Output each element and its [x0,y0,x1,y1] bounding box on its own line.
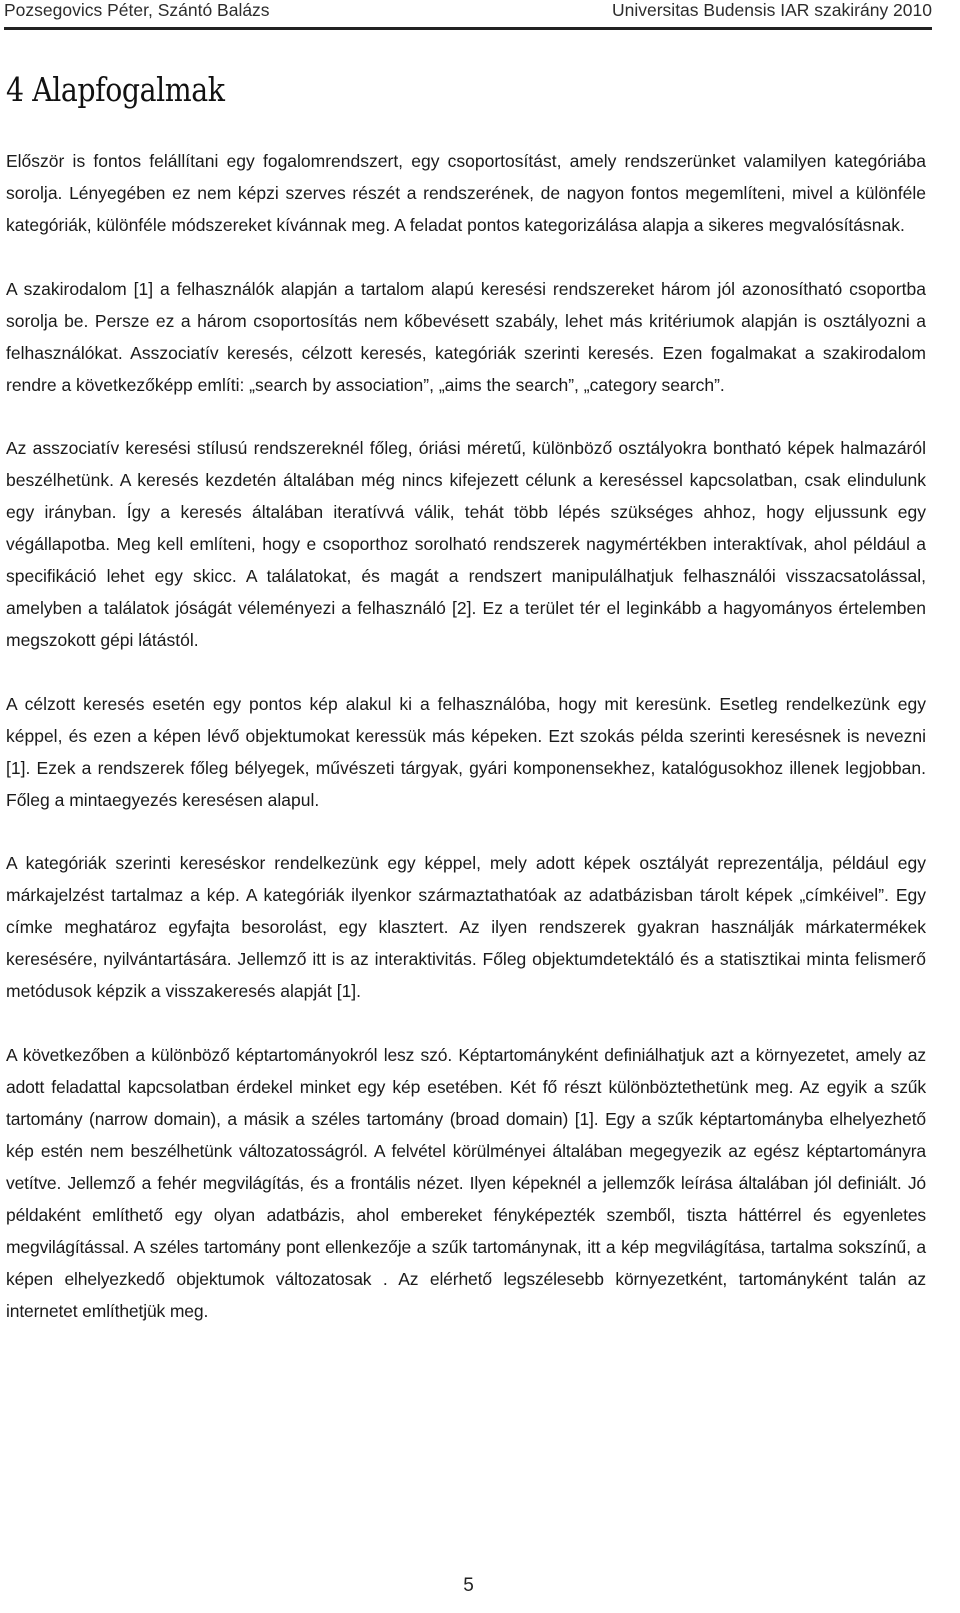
paragraph-literature: A szakirodalom [1] a felhasználók alapján a tartalom alapú keresési rendszereket három jól azonosítható csoportba sorolja be. Persze ez a három csoportosítás nem kőbevésett szabály, lehet más kritériumok alapján is osztályozni a felhasználókat. Asszociatív keresés, célzott keresés, kategóriák szerinti keresés. Ezen fogalmakat a szakirodalom rendre a következőképp említi: „search by association”, „aims the search”, „category search”. [6,278,926,395]
paragraph-intro: Először is fontos felállítani egy fogalomrendszert, egy csoportosítást, amely rendszerünket valamilyen kategóriába sorolja. Lényegében ez nem képzi szerves részét a rendszerének, de nagyon fontos megemlíteni, mivel a különféle kategóriák, különféle módszereket kívánnak meg. A feladat pontos kategorizálása alapja a sikeres megvalósításnak. [6,151,926,235]
page-number: 5 [463,1575,474,1596]
paragraph-association-search: Az asszociatív keresési stílusú rendszereknél főleg, óriási méretű, különböző osztályokra bontható képek halmazáról beszélhetünk. A keresés kezdetén általában még nincs kifejezett célunk a kereséssel kapcsolatban, csak elindulunk egy irányban. Így a keresés általában iteratívvá válik, tehát több lépés szükséges ahhoz, hogy eljussunk egy végállapotba. Meg kell említeni, hogy e csoporthoz sorolható rendszerek nagymértékben interaktívak, ahol például a specifikáció lehet egy skicc. A találatokat, és magát a rendszert manipulálhatjuk felhasználói visszacsatolással, amelyben a találatok jóságát véleményezi a felhasználó [2]. Ez a terület tér el leginkább a hagyományos értelemben megszokott gépi látástól. [6,438,926,650]
header-course: Universitas Budensis IAR szakirány 2010 [611,0,932,20]
paragraph-target-search: A célzott keresés esetén egy pontos kép alakul ki a felhasználóba, hogy mit keresünk. Esetleg rendelkezünk egy képpel, és ezen a képen lévő objektumokat keressük más képeken. Ezt szokás példa szerinti keresésnek is nevezni [1]. Ezek a rendszerek főleg bélyegek, művészeti tárgyak, gyári komponensekhez, katalógusokhoz illenek legjobban. Főleg a mintaegyezés keresésen alapul. [6,693,926,810]
header-rule [4,27,932,30]
running-header [4,0,932,28]
header-authors: Pozsegovics Péter, Szántó Balázs [4,0,270,20]
body-text [6,145,926,1358]
section-heading: 4 Alapfogalmak [6,70,225,109]
paragraph-image-domains: A következőben a különböző képtartományokról lesz szó. Képtartományként definiálhatjuk azt a környezetet, amely az adott feladattal kapcsolatban érdekel minket egy kép esetében. Két fő részt különböztethetünk meg. Az egyik a szűk tartomány (narrow domain), a másik a széles tartomány (broad domain) [1]. Egy a szűk képtartományba elhelyezhető kép estén nem beszélhetünk változatosságról. A felvétel körülményei általában megegyezik az egész képtartományra vetítve. Jellemző a fehér megvilágítás, és a frontális nézet. Ilyen képeknél a jellemzők leírása általában jól definiált. Jó példaként említhető egy olyan adatbázis, ahol embereket fényképezték szemből, tiszta háttérrel és egyenletes megvilágítással. A széles tartomány pont ellenkezője a szűk tartománynak, itt a kép megvilágítása, tartalma sokszínű, a képen elhelyezkedő objektumok változatosak . Az elérhető legszélesebb környezetként, tartományként talán az internetet említhetjük meg. [6,1044,926,1321]
paragraph-category-search: A kategóriák szerinti kereséskor rendelkezünk egy képpel, mely adott képek osztályát reprezentálja, például egy márkajelzést tartalmaz a kép. A kategóriák ilyenkor származtathatóak az adatbázisban tárolt képek „címkéivel”. Egy címke meghatároz egyfajta besorolást, egy klasztert. Az ilyen rendszerek gyakran használják márkatermékek keresésére, nyilvántartására. Jellemző itt is az interaktivitás. Főleg objektumdetektáló és a statisztikai minta felismerő metódusok képzik a visszakeresés alapját [1]. [6,853,926,1001]
